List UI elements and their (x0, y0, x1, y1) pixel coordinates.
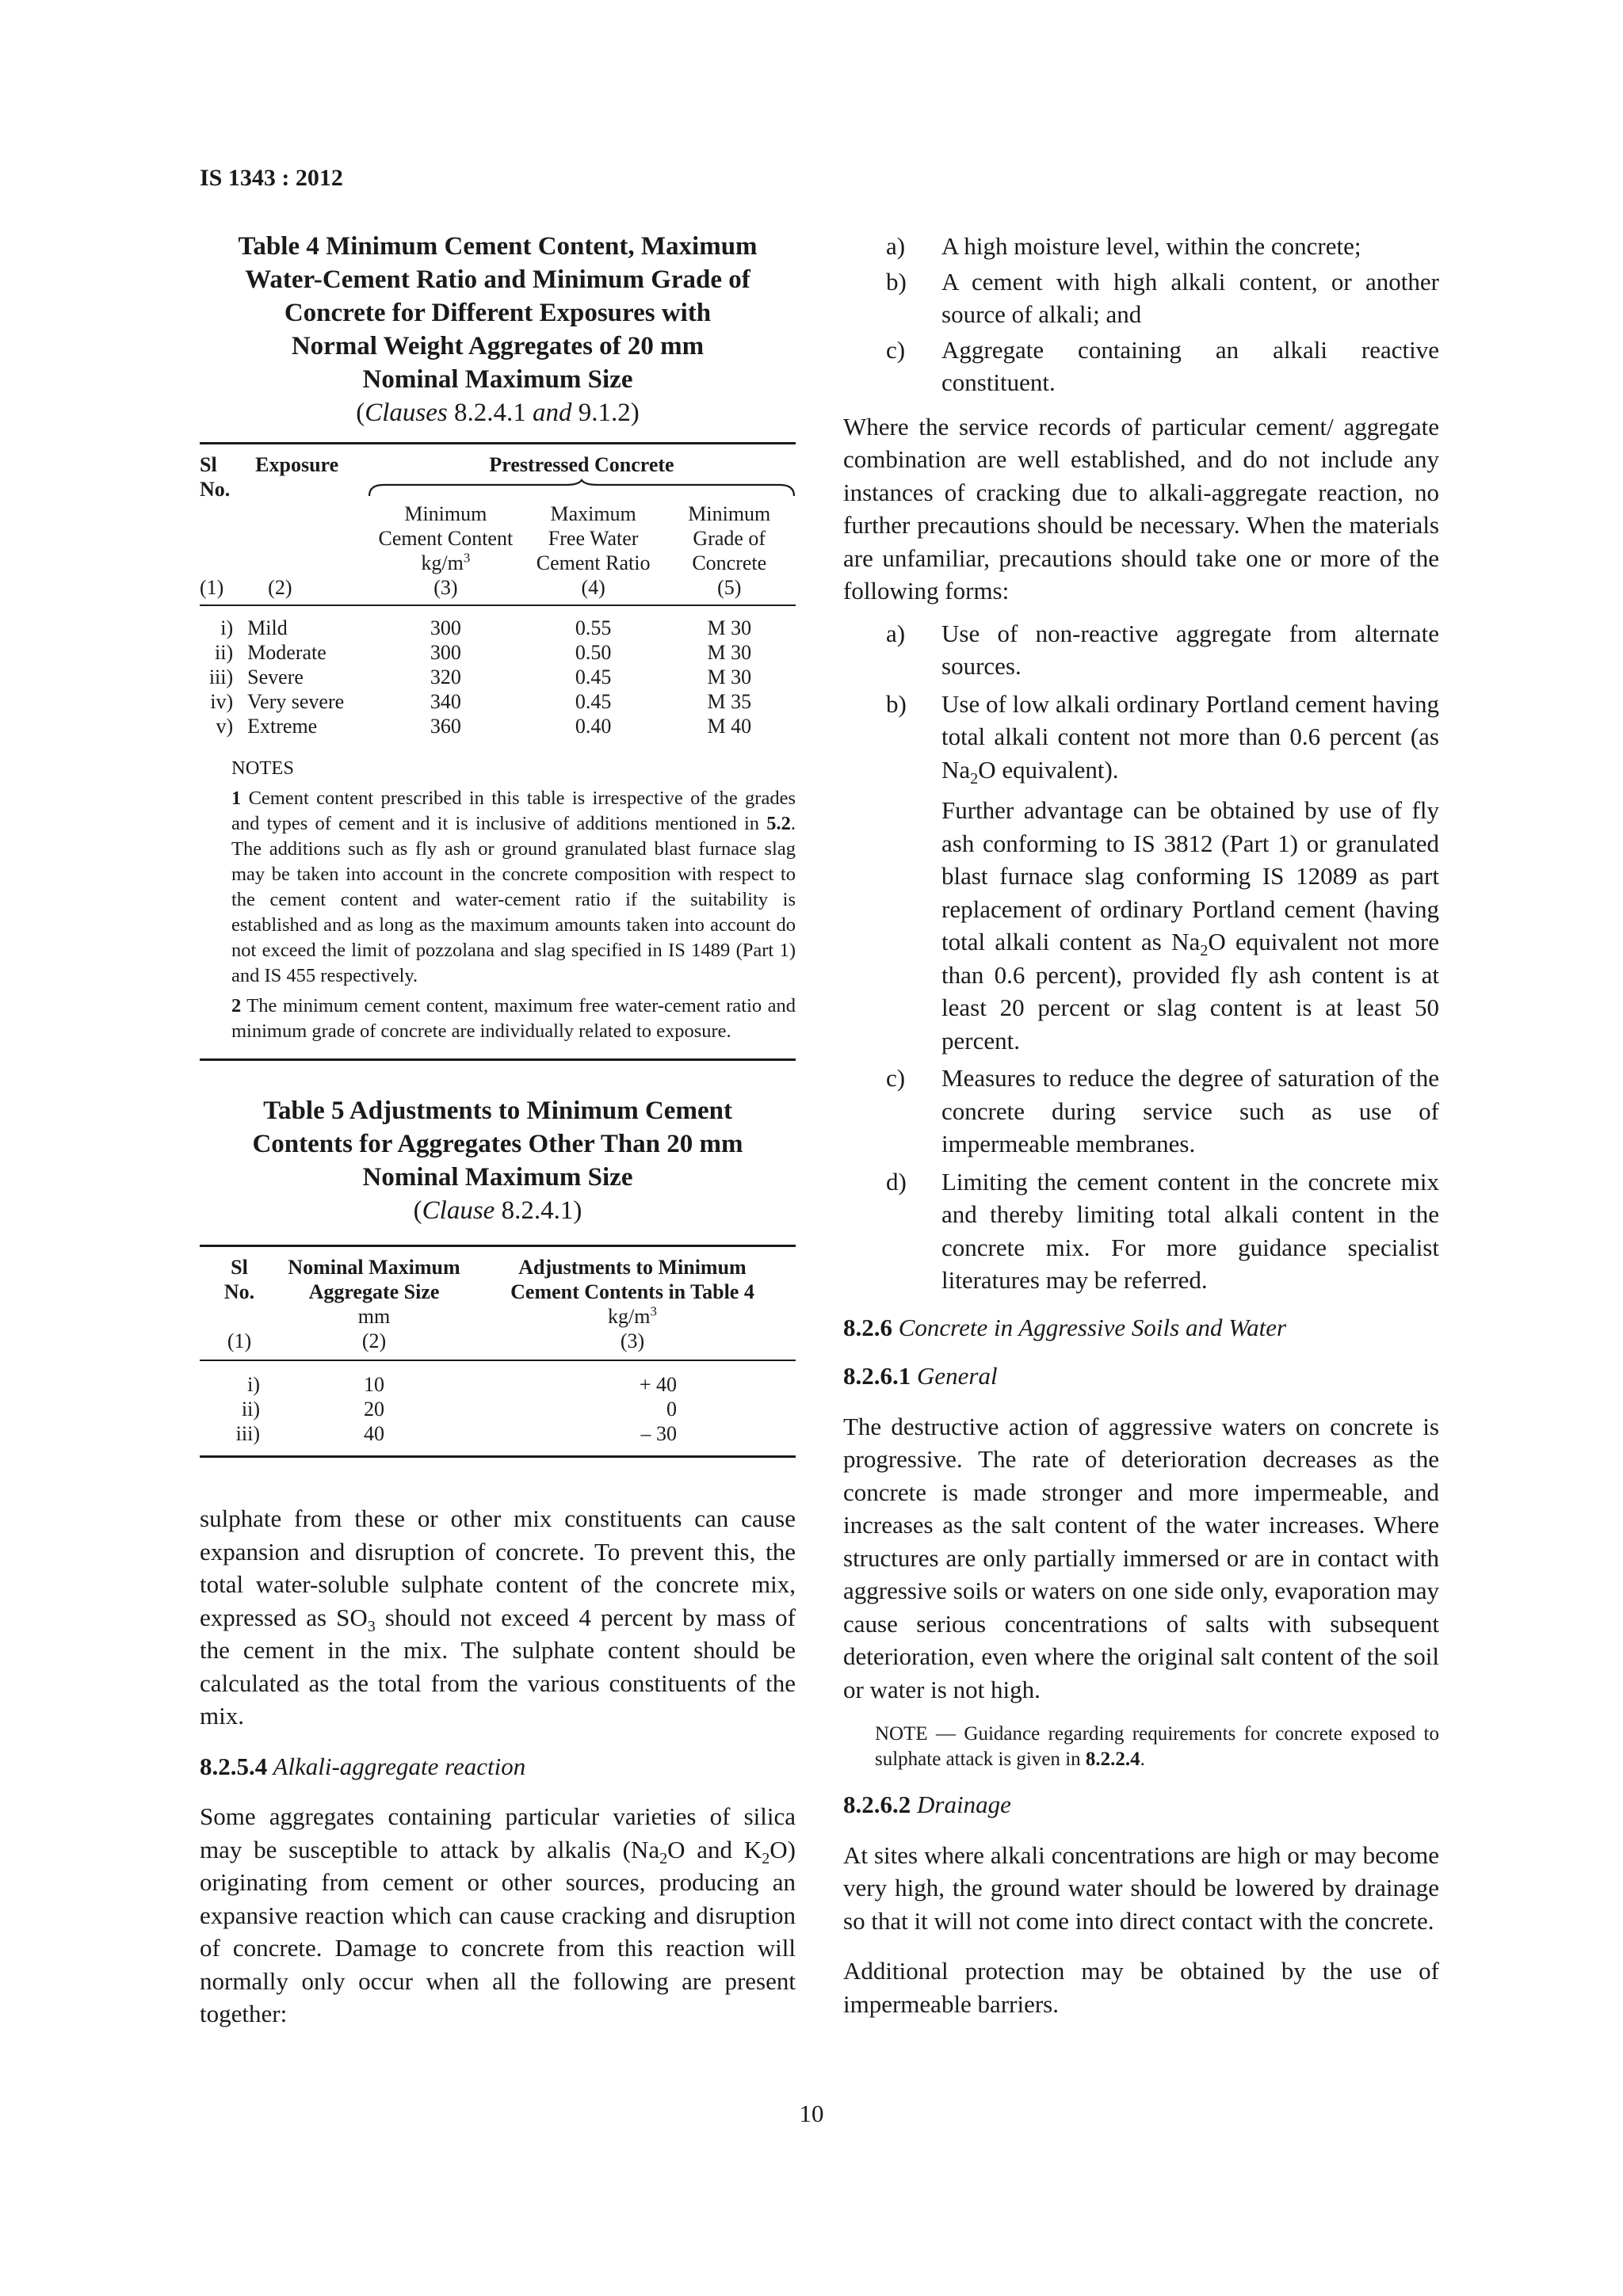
t4-head-c3: Minimum Cement Content $kg/m^3$ (378, 502, 514, 574)
t4-colnums: (1) (2) (3) (4) (5) (200, 575, 796, 605)
service-records-paragraph: Where the service records of particular cement/ aggregate combination are well established, and do not include any instances of cracking due to alkali-aggregate reaction, no further precautions should be necessary. When the materials are unfamiliar, precautions should take one or more of the following forms: (843, 412, 1439, 605)
t4-head-c4: Maximum Free Water Cement Ratio (536, 502, 651, 574)
section-8-2-5-4-heading: 8.2.5.4 Alkali-aggregate reaction (200, 1752, 526, 1780)
t5-head-adjust: Adjustments to Minimum Cement Contents in Table 4 $kg/m^3$ (510, 1256, 754, 1328)
list-item: a) A high moisture level, within the concrete; (886, 232, 1361, 260)
t5-head-size: Nominal Maximum Aggregate Size mm (288, 1256, 460, 1328)
table-row: ii) Moderate 300 0.50 M 30 (215, 641, 752, 664)
table5 (200, 1245, 796, 1458)
drainage-paragraph: At sites where alkali concentrations are high or may become very high, the ground water should be lowered by drainage so that it will not come into direct contact with the concrete. (843, 1840, 1439, 1935)
list-item: c) Measures to reduce the degree of saturation of the concrete during service such as use of impermeable membranes. (886, 1064, 1439, 1158)
aggressive-waters-paragraph: The destructive action of aggressive waters on concrete is progressive. The rate of deterioration decreases as the concrete is made stronger and more impermeable, and increases as the salt content of the water increases. Where structures are only partially immersed or are in contact with aggressive soils or waters on one side only, evaporation may cause serious concentrations of salts with subsequent deterioration, even where the original salt content of the soil or water is not high. (843, 1412, 1439, 1703)
t4-head-group: Prestressed Concrete (368, 444, 796, 502)
table-row: iii) 40 – 30 (200, 1421, 796, 1457)
table-row: i) 10 + 40 (247, 1373, 677, 1396)
table-row: iii) Severe 320 0.45 M 30 (208, 666, 752, 688)
table-row: ii) 20 0 (241, 1398, 677, 1421)
sulphate-paragraph: sulphate from these or other mix constituents can cause expansion and disruption of concrete. To prevent this, the total water-soluble sulphate content of the concrete mix, expressed as $SO_3$ should not exceed 4 percent by mass of the cement in the mix. The sulphate content should be calculated as the total from the various constituents of the mix. (200, 1505, 796, 1730)
t4-head-c5: Minimum Grade of Concrete (688, 502, 771, 574)
document-id: IS 1343 : 2012 (200, 165, 343, 191)
conditions-list (843, 230, 1439, 399)
t4-head-exposure: Exposure (255, 453, 339, 476)
t5-head-sl: Sl No. (223, 1256, 255, 1303)
t4-head-sl: Sl No. (200, 453, 231, 501)
precautions-list (843, 617, 1439, 1297)
table5-clause-ref: (Clause 8.2.4.1) (413, 1196, 582, 1225)
left-column (200, 230, 796, 2031)
sulphate-note: NOTE — Guidance regarding requirements for concrete exposed to sulphate attack is given in 8.2.2.4. (875, 1723, 1439, 1770)
section-8-2-6-1-heading: 8.2.6.1 General (843, 1362, 998, 1390)
note-1: 1 Cement content prescribed in this table is irrespective of the grades and types of cement and it is inclusive of additions mentioned in 5.2. The additions such as fly ash or ground granulated blast furnace slag may be taken into account in the concrete composition with respect to the cement content and water-cement ratio if the suitability is established and as long as the maximum amounts taken into account do not exceed the limit of pozzolana and slag specified in IS 1489 (Part 1) and IS 455 respectively. (231, 788, 796, 986)
page-number: 10 (799, 2100, 824, 2127)
table5-caption: Table 5 Adjustments to Minimum Cement Contents for Aggregates Other Than 20 mm Nominal Maximum Size (Clause 8.2.4.1) (200, 1094, 796, 1227)
table-row: v) Extreme 360 0.40 M 40 (216, 715, 752, 738)
table-row: iv) Very severe 340 0.45 M 35 (210, 690, 752, 713)
alkali-aggregate-paragraph: Some aggregates containing particular varieties of silica may be susceptible to attack by alkalis ($Na_2O$ and $K_2O$) originating from cement or other sources, producing an expansive reaction which can cause cracking and disruption of concrete. Damage to concrete from this reaction will normally only occur when all the following are present together: (200, 1802, 796, 2027)
right-column (843, 230, 1439, 2020)
section-8-2-6-heading: 8.2.6 Concrete in Aggressive Soils and Water (843, 1313, 1287, 1341)
table4-caption: Table 4 Minimum Cement Content, Maximum Water-Cement Ratio and Minimum Grade of Concrete for Different Exposures with Normal Weight Aggregates of 20 mm Nominal Maximum Size (Clauses 8.2.4.1 and 9.1.2) (200, 230, 796, 429)
list-item: c) Aggregate containing an alkali reactive constituent. (886, 335, 1439, 396)
list-item: b) A cement with high alkali content, or another source of alkali; and (886, 267, 1439, 328)
list-item: d) Limiting the cement content in the concrete mix and thereby limiting total alkali content in the concrete mix. For more guidance specialist literatures may be referred. (886, 1167, 1439, 1294)
list-item: b) Use of low alkali ordinary Portland cement having total alkali content not more than 0.6 percent (as $Na_2O$ equivalent). Further advantage can be obtained by use of fly ash conforming to IS 3812 (Part 1) or granulated blast furnace slag conforming IS 12089 as part replacement of ordinary Portland cement (having total alkali content as $Na_2O$ equivalent not more than 0.6 percent), provided fly ash content is at least 20 percent or slag content is at least 50 percent. (886, 689, 1440, 1055)
list-item: a) Use of non-reactive aggregate from alternate sources. (886, 619, 1439, 680)
section-8-2-6-2-heading: 8.2.6.2 Drainage (843, 1791, 1011, 1818)
t5-colnums: (1) (2) (3) (200, 1329, 796, 1360)
note-2: 2 The minimum cement content, maximum free water-cement ratio and minimum grade of concrete are individually related to exposure. (231, 995, 796, 1042)
table4-notes: NOTES 1 Cement content prescribed in this table is irrespective of the grades and types of cement and it is inclusive of additions mentioned in 5.2. The additions such as fly ash or ground granulated blast furnace slag may be taken into account in the concrete composition with respect to the cement content and water-cement ratio if the suitability is established and as long as the maximum amounts taken into account do not exceed the limit of pozzolana and slag specified in IS 1489 (Part 1) and IS 455 respectively. 2 The minimum cement content, maximum free water-cement ratio and minimum grade of concrete are individually related to exposure. (231, 756, 796, 1044)
table4-clause-ref: (Clauses 8.2.4.1 and 9.1.2) (356, 399, 640, 427)
barriers-paragraph: Additional protection may be obtained by the use of impermeable barriers. (843, 1957, 1439, 2018)
table4 (200, 442, 796, 1061)
brace-graphic (368, 479, 796, 499)
table-row: i) Mild 300 0.55 M 30 (220, 616, 752, 639)
